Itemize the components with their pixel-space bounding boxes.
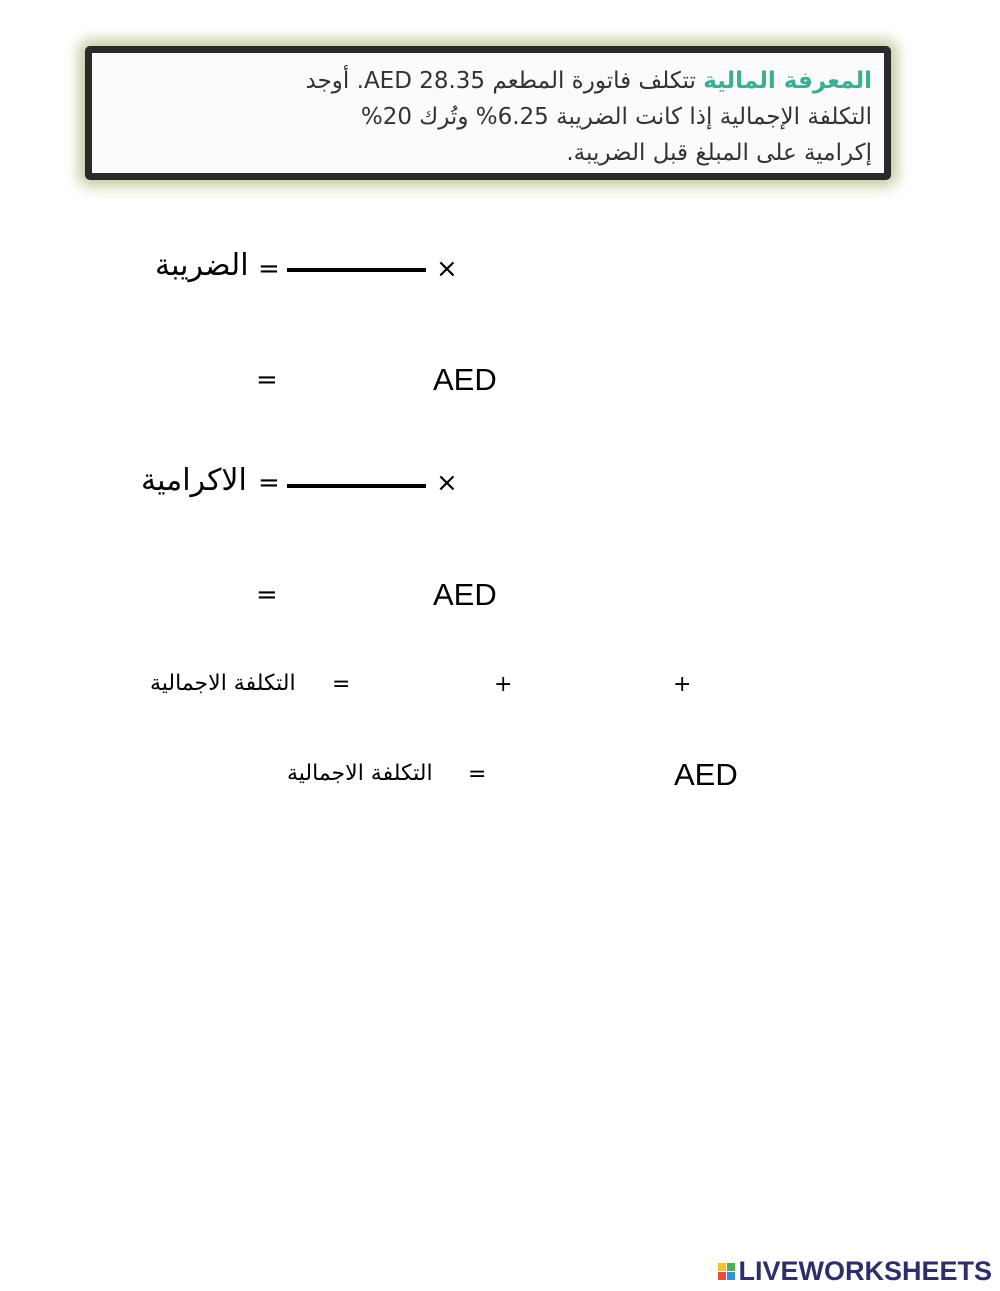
problem-label: المعرفة المالية (703, 68, 872, 94)
problem-line-3: إكرامية على المبلغ قبل الضريبة. (566, 140, 872, 166)
tip-times: × (436, 468, 458, 498)
total-sum-label: التكلفة الاجمالية (150, 671, 296, 696)
problem-line-2: التكلفة الإجمالية إذا كانت الضريبة 6.25% وتُرك 20% (360, 104, 872, 130)
problem-line-1-text: تتكلف فاتورة المطعم AED 28.35. أوجد (305, 68, 696, 94)
tax-times: × (436, 254, 458, 284)
tax-result-currency: AED (433, 362, 497, 397)
total-result-equals: = (468, 762, 487, 787)
total-plus-1: + (494, 672, 513, 697)
logo-square-3 (718, 1272, 726, 1280)
tax-answer-blank[interactable] (287, 268, 426, 272)
liveworksheets-logo-text: LIVEWORKSHEETS (738, 1255, 992, 1286)
total-sum-equals: = (332, 672, 351, 697)
tax-label: الضريبة (155, 248, 249, 283)
problem-box (85, 46, 891, 180)
total-result-currency: AED (674, 757, 738, 792)
logo-square-4 (727, 1272, 735, 1280)
tip-label: الاكرامية (141, 463, 247, 498)
liveworksheets-logo-icon (718, 1263, 735, 1280)
total-result-label: التكلفة الاجمالية (287, 761, 433, 786)
tax-equals: = (258, 254, 280, 284)
liveworksheets-logo (718, 1257, 992, 1285)
problem-text (96, 63, 872, 171)
tip-equals: = (258, 468, 280, 498)
problem-line-1 (96, 63, 872, 99)
tip-result-currency: AED (433, 577, 497, 612)
logo-square-2 (727, 1263, 735, 1271)
tip-answer-blank[interactable] (287, 484, 426, 488)
tip-result-equals: = (256, 580, 278, 610)
total-plus-2: + (673, 672, 692, 697)
logo-square-1 (718, 1263, 726, 1271)
tax-result-equals: = (256, 365, 278, 395)
